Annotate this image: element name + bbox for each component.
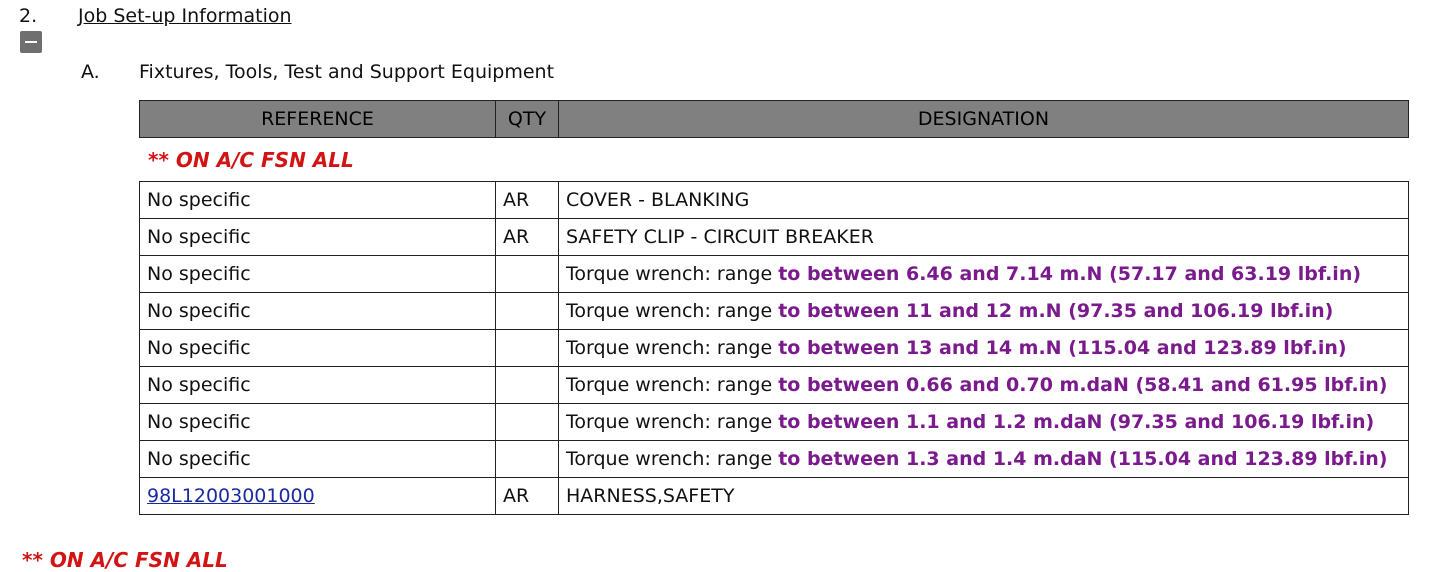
designation-text: Torque wrench: range: [566, 374, 779, 396]
torque-range-value: to between 1.3 and 1.4 m.daN (115.04 and 123.89 lbf.in): [778, 448, 1388, 470]
qty-cell: AR: [496, 478, 559, 515]
header-designation: DESIGNATION: [559, 101, 1409, 138]
designation-cell: [559, 330, 1409, 367]
qty-cell: [496, 330, 559, 367]
qty-cell: AR: [496, 182, 559, 219]
designation-text: Torque wrench: range: [566, 448, 779, 470]
torque-range-value: to between 0.66 and 0.70 m.daN (58.41 and 61.95 lbf.in): [778, 374, 1388, 396]
designation-text: Torque wrench: range: [566, 411, 779, 433]
designation-cell: [559, 256, 1409, 293]
designation-cell: [559, 367, 1409, 404]
section-number: 2.: [19, 5, 38, 27]
table-row: [140, 182, 1409, 219]
equipment-table-header: [139, 100, 1409, 138]
table-row: [140, 367, 1409, 404]
subsection-letter: A.: [81, 61, 100, 83]
equipment-table: [139, 181, 1409, 515]
torque-range-value: to between 11 and 12 m.N (97.35 and 106.19 lbf.in): [778, 300, 1334, 322]
header-reference: REFERENCE: [140, 101, 496, 138]
qty-cell: [496, 404, 559, 441]
table-row: [140, 256, 1409, 293]
designation-text: HARNESS,SAFETY: [566, 485, 735, 507]
table-row: [140, 219, 1409, 256]
designation-text: Torque wrench: range: [566, 337, 779, 359]
section-title-link[interactable]: Job Set-up Information: [78, 5, 292, 27]
torque-range-value: to between 1.1 and 1.2 m.daN (97.35 and 106.19 lbf.in): [778, 411, 1375, 433]
reference-cell: No specific: [140, 182, 496, 219]
reference-cell: No specific: [140, 441, 496, 478]
designation-text: COVER - BLANKING: [566, 189, 750, 211]
reference-cell: No specific: [140, 256, 496, 293]
qty-cell: [496, 256, 559, 293]
table-row: [140, 478, 1409, 515]
torque-range-value: to between 13 and 14 m.N (115.04 and 123.89 lbf.in): [778, 337, 1347, 359]
qty-cell: [496, 293, 559, 330]
qty-cell: AR: [496, 219, 559, 256]
table-row: [140, 293, 1409, 330]
effectivity-label: ** ON A/C FSN ALL: [148, 148, 354, 172]
table-row: [140, 441, 1409, 478]
reference-link[interactable]: 98L12003001000: [147, 485, 315, 507]
reference-cell[interactable]: [140, 478, 496, 515]
reference-cell: No specific: [140, 367, 496, 404]
reference-cell: No specific: [140, 404, 496, 441]
designation-text: Torque wrench: range: [566, 263, 779, 285]
torque-range-value: to between 6.46 and 7.14 m.N (57.17 and 63.19 lbf.in): [778, 263, 1362, 285]
subsection-title: Fixtures, Tools, Test and Support Equipment: [139, 61, 555, 83]
footer-effectivity-label: ** ON A/C FSN ALL: [22, 548, 228, 572]
collapse-minus-icon[interactable]: [20, 31, 42, 53]
designation-cell: [559, 182, 1409, 219]
reference-cell: No specific: [140, 293, 496, 330]
qty-cell: [496, 367, 559, 404]
designation-text: SAFETY CLIP - CIRCUIT BREAKER: [566, 226, 874, 248]
table-row: [140, 330, 1409, 367]
reference-cell: No specific: [140, 219, 496, 256]
reference-cell: No specific: [140, 330, 496, 367]
designation-cell: [559, 219, 1409, 256]
designation-cell: [559, 441, 1409, 478]
header-qty: QTY: [496, 101, 559, 138]
designation-cell: [559, 478, 1409, 515]
table-row: [140, 404, 1409, 441]
designation-cell: [559, 404, 1409, 441]
qty-cell: [496, 441, 559, 478]
designation-cell: [559, 293, 1409, 330]
designation-text: Torque wrench: range: [566, 300, 779, 322]
